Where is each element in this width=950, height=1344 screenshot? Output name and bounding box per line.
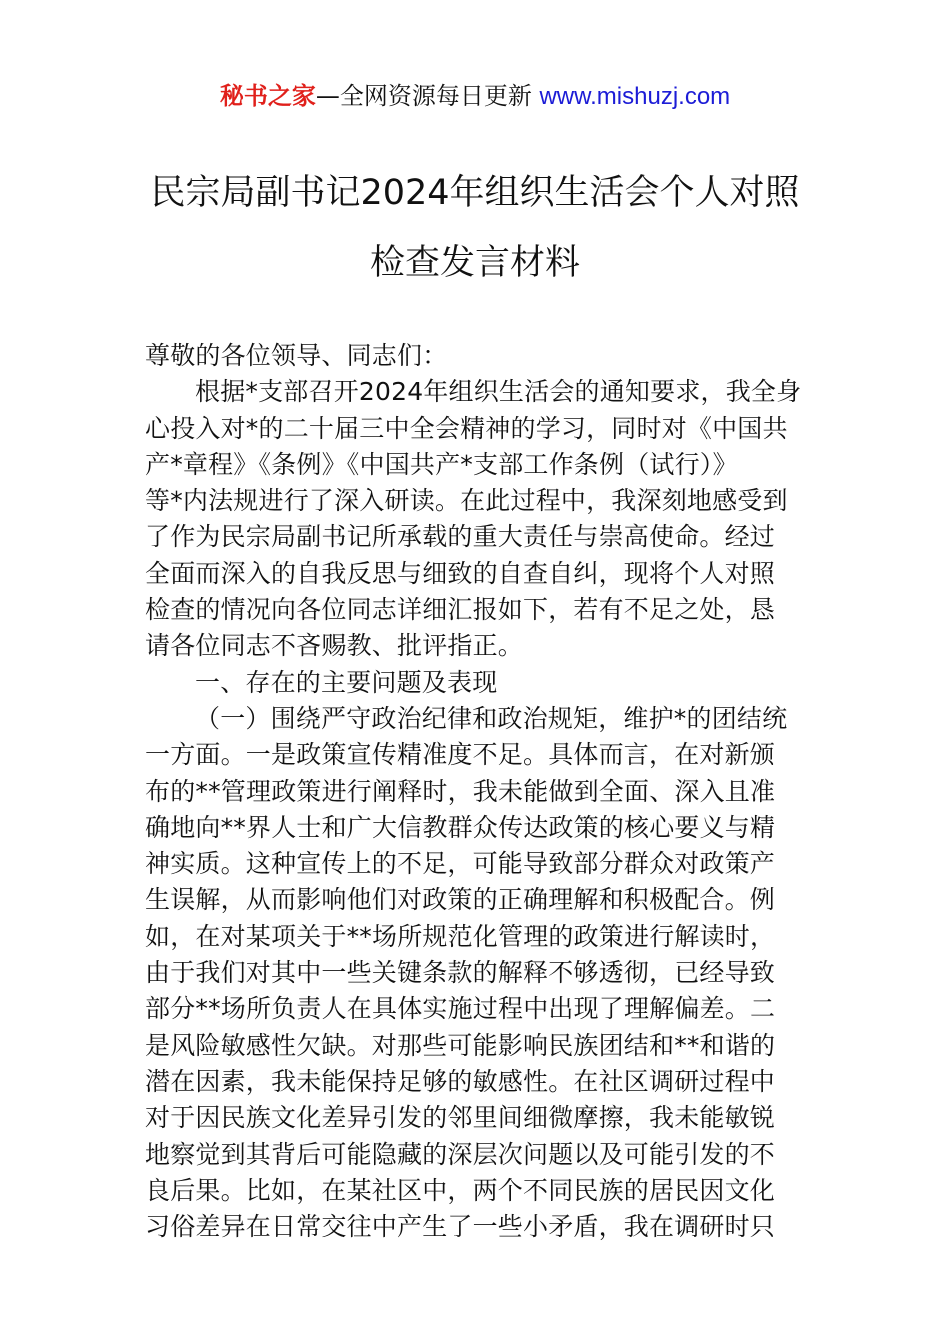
title-line: 检查发言材料 bbox=[369, 243, 580, 283]
body-line: 一方面。一是政策宣传精准度不足。具体而言，在对新颁 bbox=[145, 740, 776, 770]
body-line: 根据*支部召开2024年组织生活会的通知要求，我全身 bbox=[195, 377, 802, 407]
body-line: （一）围绕严守政治纪律和政治规矩，维护*的团结统 bbox=[195, 703, 788, 733]
section-heading: 一、存在的主要问题及表现 bbox=[195, 667, 498, 697]
salutation: 尊敬的各位领导、同志们： bbox=[145, 341, 448, 370]
body-line: 地察觉到其背后可能隐藏的深层次问题以及可能引发的不 bbox=[145, 1139, 776, 1169]
body-line: 检查的情况向各位同志详细汇报如下，若有不足之处，恳 bbox=[145, 595, 776, 625]
body-line: 潜在因素，我未能保持足够的敏感性。在社区调研过程中 bbox=[145, 1066, 776, 1096]
document-title bbox=[100, 158, 850, 298]
body-line: 心投入对*的二十届三中全会精神的学习，同时对《中国共 bbox=[145, 413, 788, 443]
body-line: 如，在对某项关于**场所规范化管理的政策进行解读时， bbox=[145, 921, 776, 951]
body-line: 生误解，从而影响他们对政策的正确理解和积极配合。例 bbox=[145, 885, 776, 915]
body-line: 全面而深入的自我反思与细致的自查自纠，现将个人对照 bbox=[145, 558, 776, 588]
body-line: 等*内法规进行了深入研读。在此过程中，我深刻地感受到 bbox=[145, 486, 788, 516]
body-line: 确地向**界人士和广大信教群众传达政策的核心要义与精 bbox=[145, 812, 776, 842]
body-line: 请各位同志不吝赐教、批评指正。 bbox=[145, 631, 524, 661]
body-line: 了作为民宗局副书记所承载的重大责任与崇高使命。经过 bbox=[145, 522, 776, 552]
body-line: 布的**管理政策进行阐释时，我未能做到全面、深入且准 bbox=[145, 776, 776, 806]
site-tagline: —全网资源每日更新 bbox=[315, 82, 540, 110]
body-line: 良后果。比如，在某社区中，两个不同民族的居民因文化 bbox=[145, 1175, 776, 1205]
site-url-link[interactable]: www.mishuzj.com bbox=[539, 83, 731, 110]
body-line: 产*章程》《条例》《中国共产*支部工作条例（试行）》 bbox=[145, 449, 738, 479]
title-line: 民宗局副书记2024年组织生活会个人对照 bbox=[150, 173, 800, 213]
body-line: 习俗差异在日常交往中产生了一些小矛盾，我在调研时只 bbox=[145, 1212, 776, 1242]
body-line: 是风险敏感性欠缺。对那些可能影响民族团结和**和谐的 bbox=[145, 1030, 776, 1060]
document-body bbox=[145, 338, 815, 1245]
body-line: 对于因民族文化差异引发的邻里间细微摩擦，我未能敏锐 bbox=[145, 1103, 776, 1133]
body-line: 由于我们对其中一些关键条款的解释不够透彻，已经导致 bbox=[145, 958, 776, 988]
site-brand: 秘书之家 bbox=[219, 82, 316, 110]
site-header bbox=[0, 80, 950, 113]
body-line: 部分**场所负责人在具体实施过程中出现了理解偏差。二 bbox=[145, 994, 776, 1024]
body-line: 神实质。这种宣传上的不足，可能导致部分群众对政策产 bbox=[145, 849, 776, 879]
